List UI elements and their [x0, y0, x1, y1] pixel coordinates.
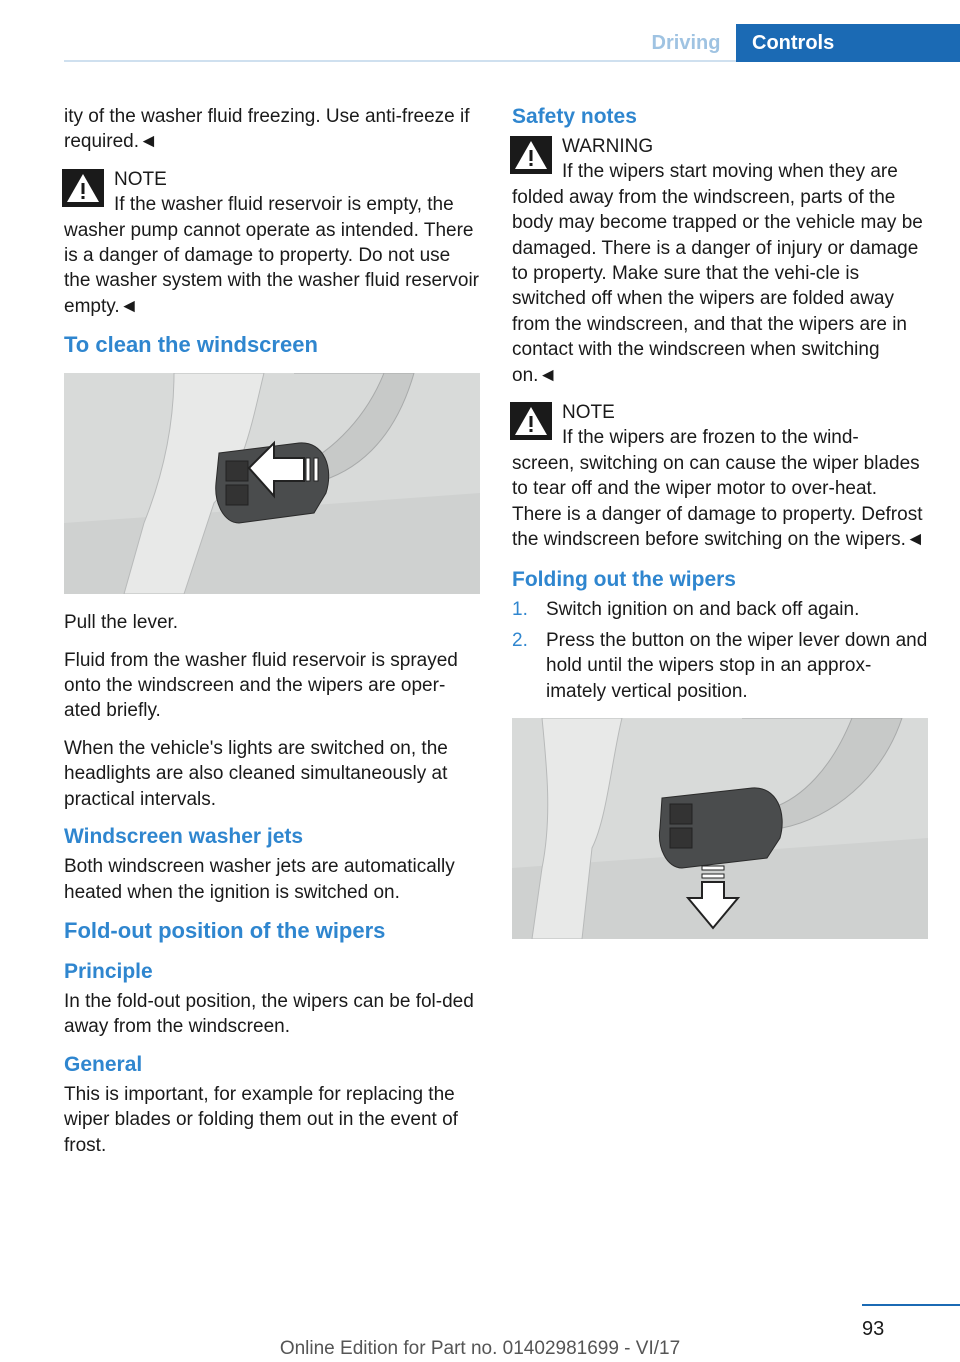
note-block-washer: [64, 167, 480, 319]
heading-folding-out: Folding out the wipers: [512, 567, 736, 591]
warning-triangle-icon: [510, 136, 552, 174]
steps-list: [512, 597, 928, 705]
pull-lever-text: Pull the lever.: [64, 612, 179, 634]
heading-clean-windscreen: To clean the windscreen: [64, 332, 318, 358]
step-number: 1.: [512, 598, 528, 620]
heading-fold-out-position: Fold-out position of the wipers: [64, 917, 386, 943]
edition-footer: Online Edition for Part no. 01402981699 - VI/17: [279, 1338, 681, 1359]
step-text: Switch ignition on and back off again.: [546, 598, 860, 620]
headlights-text: When the vehicle's lights are switched on, the headlights are also cleaned simultaneously at practical intervals.: [64, 737, 448, 810]
note-block-frozen: [512, 400, 928, 552]
right-column: [512, 104, 928, 955]
left-column: [64, 104, 480, 1170]
heading-safety-notes: Safety notes: [512, 105, 637, 128]
note-text-rest: screen, switching on can cause the wiper blades to tear off and the wiper motor to over-heat. There is a danger of damage to property. Defrost the windscreen before switching on the wipers.◄: [512, 452, 925, 551]
figure-press-button: [512, 718, 928, 939]
figure-pull-lever: [64, 373, 480, 594]
step-number: 2.: [512, 629, 528, 651]
tab-driving[interactable]: Driving: [651, 32, 721, 54]
note-text-first: If the wipers are frozen to the wind-: [562, 427, 859, 449]
heading-principle: Principle: [64, 959, 153, 983]
note-text-rest: washer pump cannot operate as intended. There is a danger of damage to property. Do not use the washer system with the washer fluid reservoir empty.◄: [64, 219, 479, 317]
warning-triangle-icon: [62, 169, 104, 207]
fluid-spray-text: Fluid from the washer fluid reservoir is sprayed onto the windscreen and the wipers are oper-ated briefly.: [64, 649, 458, 722]
lever-press-illustration: [512, 718, 928, 939]
warning-block-wipers: [512, 134, 928, 388]
page-number: 93: [862, 1318, 885, 1340]
step-text: Press the button on the wiper lever down and hold until the wipers stop in an approx-imately vertical position.: [546, 629, 928, 702]
tab-controls[interactable]: Controls: [736, 24, 960, 62]
page-number-rule: [862, 1304, 960, 1306]
intro-paragraph: ity of the washer fluid freezing. Use anti-freeze if required.◄: [64, 106, 470, 153]
lever-pull-illustration: [64, 373, 480, 594]
general-text: This is important, for example for replacing the wiper blades or folding them out in the event of frost.: [64, 1083, 458, 1156]
note-label: NOTE: [562, 402, 615, 424]
heading-washer-jets: Windscreen washer jets: [64, 825, 304, 849]
principle-text: In the fold-out position, the wipers can be fol-ded away from the windscreen.: [64, 990, 474, 1038]
warning-text-rest: folded away from the windscreen, parts of the body may become trapped or the vehicle may be damaged. There is a danger of injury or damage to property. Make sure that the vehi-cle is switched off when the wipers are folded away from the windscreen, and that the wipers are in contact with the windscreen when switching on.◄: [512, 186, 923, 386]
warning-triangle-icon: [510, 402, 552, 440]
list-item: [512, 597, 928, 622]
washer-jets-text: Both windscreen washer jets are automatically heated when the ignition is switched on.: [64, 856, 455, 903]
list-item: [512, 628, 928, 704]
heading-general: General: [64, 1052, 143, 1076]
note-label: NOTE: [114, 168, 167, 190]
warning-text-first: If the wipers start moving when they are: [562, 161, 898, 183]
warning-label: WARNING: [562, 136, 654, 157]
note-text-first: If the washer fluid reservoir is empty, the: [114, 194, 454, 216]
